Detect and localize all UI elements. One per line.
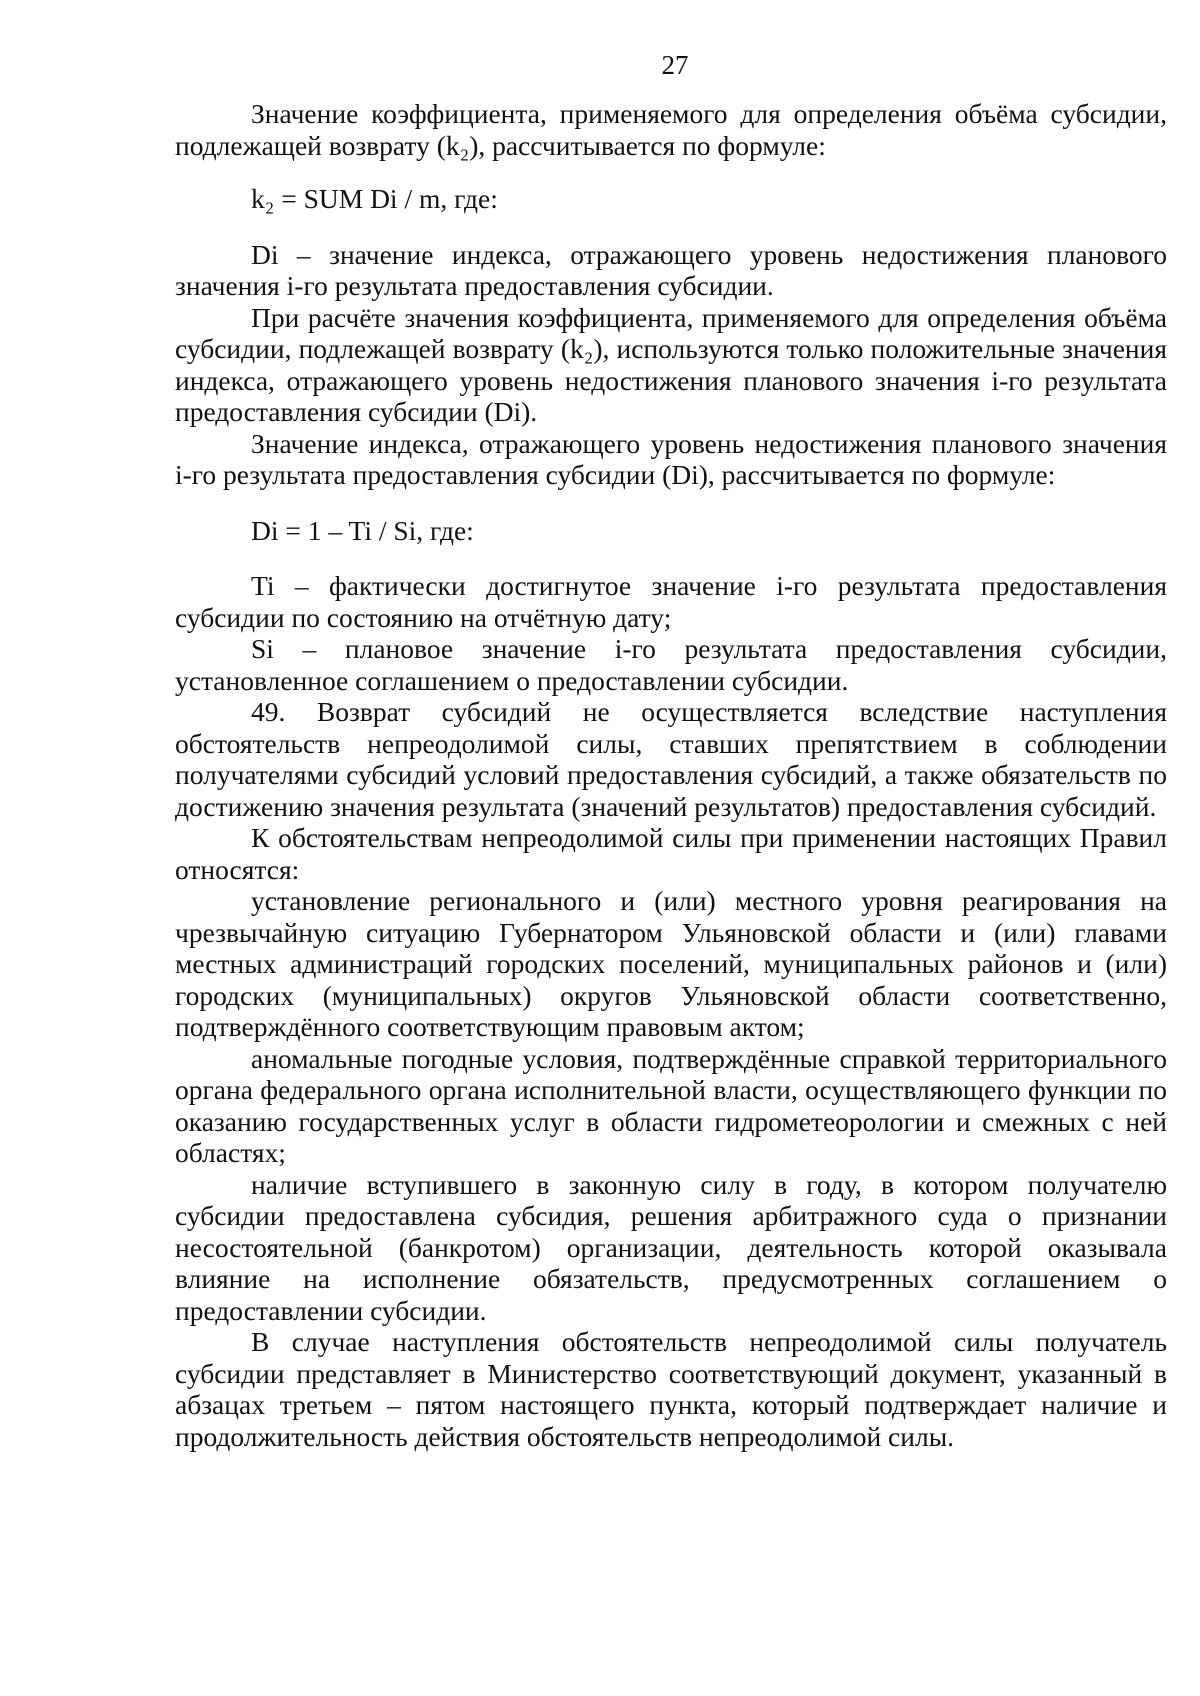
paragraph-emergency: установление регионального и (или) местного уровня реагирования на чрезвычайную ситуацию Губернатором Ульяновской области и (или) главами местных администраций городских поселений, муниципальных районов и (или) городских (муниципальных) округов Ульяновской области соответственно, подтверждённого соответствующим правовым актом; bbox=[175, 885, 1167, 1042]
paragraph-document-submission: В случае наступления обстоятельств непреодолимой силы получатель субсидии представляет в Министерство соответствующий документ, указанный в абзацах третьем – пятом настоящего пункта, который подтверждает наличие и продолжительность действия обстоятельств непреодолимой силы. bbox=[175, 1326, 1167, 1452]
formula-k2: k₂ = SUM Di / m, где: bbox=[251, 183, 498, 214]
paragraph-bankruptcy: наличие вступившего в законную силу в году, в котором получателю субсидии предоставлена субсидия, решения арбитражного суда о признании несостоятельной (банкротом) организации, деятельность которой оказывала влияние на исполнение обязательств, предусмотренных соглашением о предоставлении субсидии. bbox=[175, 1168, 1167, 1326]
paragraph-k2-intro: Значение коэффициента, применяемого для определения объёма субсидии, подлежащей возврату (k₂), рассчитывается по формуле: bbox=[175, 98, 1167, 161]
paragraph-di-intro: Значение индекса, отражающего уровень недостижения планового значения i-го результата предоставления субсидии (Di), рассчитывается по формуле: bbox=[175, 427, 1167, 490]
document-body bbox=[175, 98, 1167, 1452]
paragraph-weather: аномальные погодные условия, подтверждённые справкой территориального органа федерального органа исполнительной власти, осуществляющего функции по оказанию государственных услуг в области гидрометеорологии и смежных с ней областях; bbox=[175, 1042, 1167, 1168]
paragraph-si-definition: Si – плановое значение i-го результата предоставления субсидии, установленное соглашением о предоставлении субсидии. bbox=[175, 633, 1167, 696]
paragraph-item-49: 49. Возврат субсидий не осуществляется вследствие наступления обстоятельств непреодолимой силы, ставших препятствием в соблюдении получателями субсидий условий предоставления субсидий, а также обязательств по достижению значения результата (значений результатов) предоставления субсидий. bbox=[175, 696, 1167, 822]
page-number: 27 bbox=[661, 50, 689, 80]
formula-di: Di = 1 – Ti / Si, где: bbox=[251, 514, 474, 546]
paragraph-force-majeure-intro: К обстоятельствам непреодолимой силы при применении настоящих Правил относятся: bbox=[175, 822, 1167, 885]
paragraph-di-definition: Di – значение индекса, отражающего уровень недостижения планового значения i-го результата предоставления субсидии. bbox=[175, 238, 1167, 301]
paragraph-positive-values: При расчёте значения коэффициента, применяемого для определения объёма субсидии, подлежащей возврату (k₂), используются только положительные значения индекса, отражающего уровень недостижения планового значения i-го результата предоставления субсидии (Di). bbox=[175, 301, 1167, 427]
paragraph-ti-definition: Ti – фактически достигнутое значение i-го результата предоставления субсидии по состоянию на отчётную дату; bbox=[175, 570, 1167, 633]
